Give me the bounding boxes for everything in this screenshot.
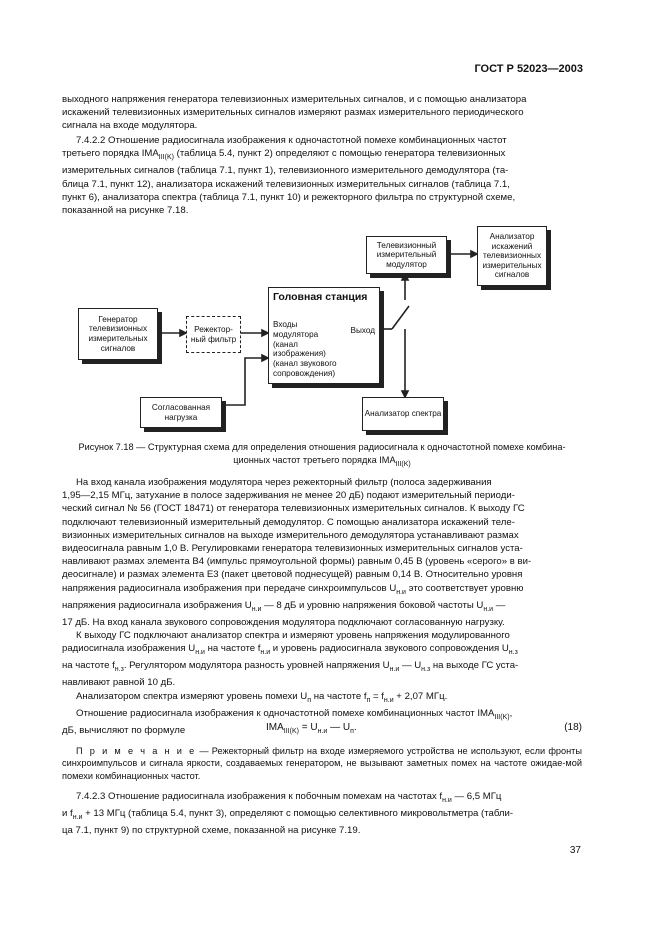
text-line: На вход канала изображения модулятора через режекторный фильтр (полоса задерживания xyxy=(76,477,492,488)
text-line: К выходу ГС подключают анализатор спектра и измеряют уровень напряжения модулированного xyxy=(76,630,510,642)
formula-text: $IMA_{III(K)} = U_{н.и}$ — $U_п$. xyxy=(266,722,357,735)
notch-filter-box: Режектор-ный фильтр xyxy=(186,316,241,353)
section-7-4-2-3 xyxy=(62,790,582,837)
text-line: 17 дБ. На вход канала звукового сопровождения модулятора подключают согласованную нагрузку. xyxy=(62,616,505,628)
paragraph-4-cont: дБ, вычисляют по формуле xyxy=(62,724,186,736)
text-line: 7.4.2.2 Отношение радиосигнала изображения к одночастотной помехе комбинационных частот xyxy=(76,135,507,146)
text-line: 1,95—2,15 МГц, затухание в полосе задерживания не менее 20 дБ) подают измерительный периоди- xyxy=(62,490,515,502)
arrow-head xyxy=(402,274,408,280)
note xyxy=(62,745,582,782)
text-line: напряжения радиосигнала изображения $U_{н.и}$ — 8 дБ и уровню напряжения боковой частоты $U_{н.и}$ — xyxy=(62,599,506,613)
output-label: Выход xyxy=(350,326,375,335)
page-number: 37 xyxy=(569,845,581,856)
text-line: ческий сигнал № 56 (ГОСТ 18471) от генератора телевизионных измерительных сигналов. К выходу ГС xyxy=(62,503,525,515)
tv-demodulator-box: Телевизионный измерительный модулятор xyxy=(366,236,447,274)
document-header: ГОСТ Р 52023—2003 xyxy=(474,63,583,75)
body-text xyxy=(62,476,582,737)
formula-number: (18) xyxy=(564,722,582,733)
text-line: третьего порядка $IMA_{III(K)}$ (таблица 5.4, пункт 2) определяют с помощью генератора телевизионных xyxy=(62,148,506,162)
paragraph-3: Анализатором спектра измеряют уровень помехи $U_п$ на частоте $f_п = f_{н.и} + 2,07$ МГц. xyxy=(76,690,448,704)
text-line: пункт 6), анализатора спектра (таблица 7.1, пункт 10) и режекторного фильтра по структурной схеме, xyxy=(62,191,516,203)
generator-box: Генератор телевизионных измерительных сигналов xyxy=(78,308,158,360)
spectrum-analyzer-box: Анализатор спектра xyxy=(362,397,444,431)
note-text: — Режекторный фильтр на входе измеряемого устройства не используют, если фронты синхроимпульсов и сигнала яркости, создаваемых генератором, не вызывают заметных помех на частоте ожидае-мой помехи комбинационных частот. xyxy=(62,746,582,781)
text-line: измерительных сигналов (таблица 7.1, пункт 1), телевизионного измерительного демодулятора (та- xyxy=(62,165,509,177)
text-line: показанной на рисунке 7.18. xyxy=(62,204,189,216)
caption-line: ционных частот третьего порядка $IMA_{III(K)}$ xyxy=(233,454,411,468)
connector-line xyxy=(222,358,265,405)
head-station-box xyxy=(268,287,380,384)
text-line: напряжения радиосигнала изображения при передаче синхроимпульсов $U_{н.и}$ это соответствует уровню xyxy=(62,582,524,596)
text-line: навливают равной 10 дБ. xyxy=(62,677,176,689)
head-station-title: Головная станция xyxy=(273,291,368,303)
note-label: П р и м е ч а н и е xyxy=(76,746,197,756)
paragraph-2 xyxy=(62,629,582,690)
matched-load-box: Согласованная нагрузка xyxy=(140,397,222,428)
modulator-inputs-label: Входы модулятора (канал изображения) (канал звукового сопровождения) xyxy=(273,320,337,378)
text-line: деосигнале) и размах элемента Е3 (пакет цветовой поднесущей) равным 0,14 В. Относительно уровня xyxy=(62,569,523,581)
text-line: и $f_{н.и} + 13$ МГц (таблица 5.4, пункт 3), определяют с помощью селективного микровольтметра (табли- xyxy=(62,808,514,822)
figure-caption xyxy=(62,441,582,471)
text-line: блица 7.1, пункт 12), анализатора искажений телевизионных измерительных сигналов (таблица 7.1, xyxy=(62,178,510,190)
text-line: искажений телевизионных измерительных сигналов измеряют размах измерительного периодического xyxy=(62,107,524,119)
paragraph-1 xyxy=(62,476,582,629)
distortion-analyzer-box: Анализатор искажений телевизионных измерительных сигналов xyxy=(477,226,547,286)
text-line: 7.4.2.3 Отношение радиосигнала изображения к побочным помехам на частотах $f_{н.и}$ — 6,5 МГц xyxy=(76,791,502,804)
switch-line xyxy=(392,306,409,329)
text-line: навливают размах элемента В4 (импульс прямоугольной формы) равным 0,45 В (уровень «серого» в ви- xyxy=(62,556,532,568)
text-line: визионных измерительных сигналов на выходе измерительного демодулятора устанавливают размах xyxy=(62,529,519,541)
text-line: на частоте $f_{н.з}$. Регулятором модулятора разность уровней напряжения $U_{н.и}$ — $U_{н.з}$ на выходе ГС уста- xyxy=(62,660,519,674)
text-line: сигнала на входе модулятора. xyxy=(62,120,198,132)
text-line: подключают телевизионный измерительный демодулятор. С помощью анализатора искажений теле- xyxy=(62,516,515,528)
caption-line: Рисунок 7.18 — Структурная схема для определения отношения радиосигнала к одночастотной помехе комбина- xyxy=(78,442,566,452)
text-line: радиосигнала изображения $U_{н.и}$ на частоте $f_{н.и}$ и уровень радиосигнала звукового сопровождения $U_{н.з}$ xyxy=(62,643,518,657)
text-line: видеосигнала равным 1,0 В. Регулировками генератора телевизионных измерительных сигналов уста- xyxy=(62,543,523,555)
text-line: ца 7.1, пункт 9) по структурной схеме, показанной на рисунке 7.19. xyxy=(62,825,361,837)
paragraph-4: Отношение радиосигнала изображения к одночастотной помехе комбинационных частот $IMA_{III(K)}$, xyxy=(76,707,513,721)
text-line: выходного напряжения генератора телевизионных измерительных сигналов, и с помощью анализатора xyxy=(62,94,527,105)
